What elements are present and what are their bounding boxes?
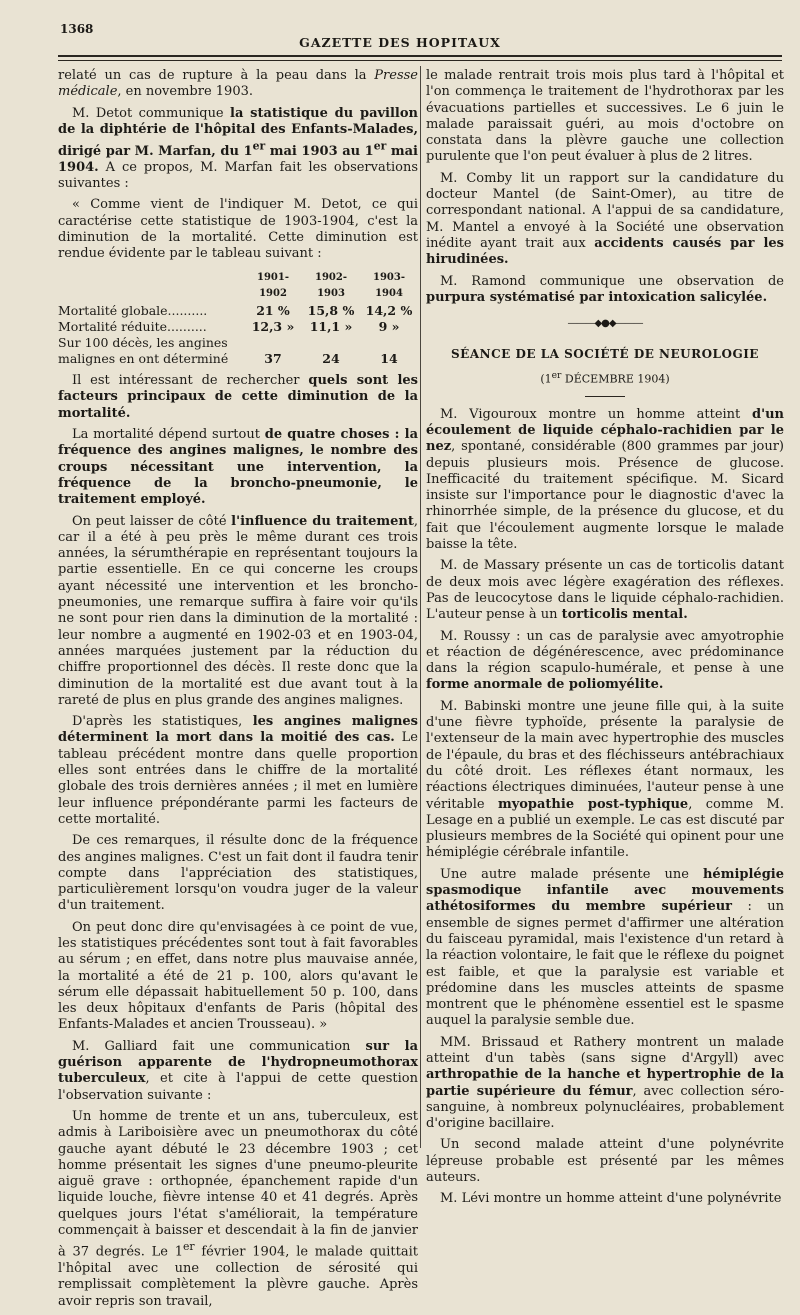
left-column — [58, 68, 418, 1315]
ornament-separator: ———◆●◆——— — [567, 318, 643, 330]
table-cell: 14 — [380, 351, 398, 367]
paragraph: Il est intéressant de rechercher quels sont les facteurs principaux de cette diminution de la mortalité. — [58, 373, 418, 421]
row-label: Mortalité réduite.......... — [58, 319, 207, 335]
paragraph: Un homme de trente et un ans, tuberculeux, est admis à Lariboisière avec un pneumothorax du côté gauche ayant débuté le 23 décembre 1903 ; cet homme présentait les signes d'une pneumo-pleurite aiguë grave : orthopnée, épanchement rapide d'un liquide louche, fièvre intense 40 et 41 degrés. Après quelques jours l'état s'améliorait, la température commençait à baisser et descendait à la fin de janvier à 37 degrés. Le 1er février 1904, le malade quittait l'hôpital avec une collection de sérosité qui remplissait complètement la plèvre gauche. Après avoir repris son travail, — [58, 1108, 419, 1309]
table-cell: 21 % — [256, 303, 290, 319]
paragraph: Une autre malade présente une hémiplégie spasmodique infantile avec mouvements athétosiformes du membre supérieur : un ensemble de signes permet d'affirmer une altération du faisceau pyramidal, mais l'existence d'un retard à la réaction volontaire, le fait que le réflexe du poignet est faible, et que la paralysie est variable et prédomine dans les muscles atteints de spasme montrent que le phénomène essentiel est le spasme auquel la paralysie semble due. — [426, 866, 784, 1029]
paragraph: M. Detot communique la statistique du pavillon de la diphtérie de l'hôpital des Enfants-Malades, dirigé par M. Marfan, du 1er mai 1903 au 1er mai 1904. A ce propos, M. Marfan fait les observations suivantes : — [58, 105, 418, 192]
table-row — [58, 319, 418, 335]
table-header: 1903-1904 — [373, 271, 405, 299]
paragraph: MM. Brissaud et Rathery montrent un malade atteint d'un tabès (sans signe d'Argyll) avec arthropathie de la hanche et hypertrophie de la partie supérieure du fémur, avec collection séro-sanguine, à nombreux polynucléaires, probablement d'origine bacillaire. — [426, 1034, 784, 1132]
section-date: (1er DÉCEMBRE 1904) — [540, 369, 670, 386]
table-cell — [360, 335, 418, 351]
header-rule-thin — [58, 60, 782, 61]
paragraph: M. Lévi montre un homme atteint d'une polynévrite — [440, 1191, 782, 1207]
paragraph: « Comme vient de l'indiquer M. Detot, ce qui caractérise cette statistique de 1903-1904, c'est la diminution de la mortalité. Cette diminution est rendue évidente par le tableau suivant : — [58, 197, 418, 262]
table-cell: 15,8 % — [307, 303, 355, 319]
table-row — [58, 335, 418, 351]
table-cell: 9 » — [378, 319, 400, 335]
short-rule — [585, 396, 625, 397]
table-cell: 14,2 % — [365, 303, 413, 319]
row-label: Sur 100 décès, les angines — [58, 335, 228, 351]
paragraph: M. Ramond communique une observation de purpura systématisé par intoxication salicylée. — [426, 273, 784, 305]
right-column — [426, 68, 784, 1213]
paragraph: On peut laisser de côté l'influence du traitement, car il a été à peu près le même durant ces trois années, la sérumthérapie en représentant toujours la partie essentielle. En ce qui concerne les croups ayant nécessité une intervention et les broncho-pneumonies, une remarque suffira à faire voir qu'ils ne sont pour rien dans la diminution de la mortalité : leur nombre a augmenté en 1902-03 et en 1903-04, années marquées justement par la réduction du chiffre proportionnel des décès. Il reste donc que la diminution de la mortalité est due avant tout à la rareté de plus en plus grande des angines malignes. — [58, 513, 418, 708]
table-header: 1902-1903 — [315, 271, 347, 299]
paragraph: M. Vigouroux montre un homme atteint d'un écoulement de liquide céphalo-rachidien par le nez, spontané, considérable (800 grammes par jour) depuis plusieurs mois. Présence de glucose. Inefficacité du traitement spécifique. M. Sicard insiste sur l'importance pour le diagnostic d'avec la rhinorrhée simple, de la présence du glucose, et du fait que l'écoulement augmente lorsque le malade baisse la tête. — [426, 406, 784, 553]
paragraph: M. Galliard fait une communication sur la guérison apparente de l'hydropneumothorax tuberculeux, et cite à l'appui de cette question l'observation suivante : — [58, 1038, 418, 1103]
paragraph: Un second malade atteint d'une polynévrite lépreuse probable est présenté par les mêmes auteurs. — [426, 1137, 784, 1186]
paragraph: le malade rentrait trois mois plus tard à l'hôpital et l'on commença le traitement de l'hydrothorax par les évacuations partielles et successives. Le 6 juin le malade paraissait guéri, au mois d'octobre on constata dans la plèvre gauche une collection purulente que l'on peut évaluer à plus de 2 litres. — [426, 68, 784, 165]
header-rule — [58, 55, 782, 57]
table-row — [58, 351, 418, 367]
row-label: Mortalité globale.......... — [58, 303, 208, 319]
paragraph: M. de Massary présente un cas de torticolis datant de deux mois avec légère exagération des réflexes. Pas de leucocytose dans le liquide céphalo-rachidien. L'auteur pense à un torticolis mental. — [426, 558, 784, 623]
section-title: SÉANCE DE LA SOCIÉTÉ DE NEUROLOGIE — [451, 347, 759, 362]
paragraph: relaté un cas de rupture à la peau dans la Presse médicale, en novembre 1903. — [58, 68, 418, 100]
paragraph: On peut donc dire qu'envisagées à ce point de vue, les statistiques précédentes sont tout à fait favorables au sérum ; en effet, dans notre plus mauvaise année, la mortalité a été de 21 p. 100, alors qu'avant le sérum elle dépassait habituellement 50 p. 100, dans les deux hôpitaux d'enfants de Paris (hôpital des Enfants-Malades et ancien Trousseau). » — [58, 919, 418, 1033]
paragraph: D'après les statistiques, les angines malignes déterminent la mort dans la moitié des cas. Le tableau précédent montre dans quelle proportion elles sont entrées dans le chiffre de la mortalité globale des trois dernières années ; il met en lumière leur influence prépondérante parmi les facteurs de cette mortalité. — [58, 714, 418, 827]
journal-title: GAZETTE DES HOPITAUX — [299, 35, 501, 50]
page-number: 1368 — [60, 22, 94, 36]
table-cell — [302, 335, 360, 351]
table-cell: 24 — [322, 351, 340, 367]
paragraph: M. Roussy : un cas de paralysie avec amyotrophie et réaction de dégénérescence, avec prédominance dans la région scapulo-humérale, et pense à une forme anormale de poliomyélite. — [426, 628, 784, 693]
table-header: 1901-1902 — [257, 271, 289, 299]
table-cell: 37 — [264, 351, 282, 367]
column-divider — [420, 66, 421, 1148]
table-row — [58, 303, 418, 319]
table-cell — [244, 335, 302, 351]
row-label: malignes en ont déterminé — [58, 351, 229, 367]
paragraph: De ces remarques, il résulte donc de la fréquence des angines malignes. C'est un fait dont il faudra tenir compte dans l'appréciation des statistiques, particulièrement lorsqu'on voudra juger de la valeur d'un traitement. — [58, 833, 418, 914]
mortality-table — [58, 269, 418, 368]
paragraph: M. Comby lit un rapport sur la candidature du docteur Mantel (de Saint-Omer), au titre de correspondant national. A l'appui de sa candidature, M. Mantel a envoyé à la Société une observation inédite ayant trait aux accidents causés par les hirudinées. — [426, 170, 784, 268]
table-cell: 12,3 » — [251, 319, 295, 335]
paragraph: M. Babinski montre une jeune fille qui, à la suite d'une fièvre typhoïde, présente la paralysie de l'extenseur de la main avec hypertrophie des muscles de l'épaule, du bras et des fléchisseurs antébrachiaux du côté droit. Les réflexes étant normaux, les réactions électriques diminuées, l'auteur pense à une véritable myopathie post-typhique, comme M. Lesage en a publié un exemple. Le cas est discuté par plusieurs membres de la Société qui opinent pour une hémiplégie cérébrale infantile. — [426, 698, 784, 861]
table-cell: 11,1 » — [309, 319, 353, 335]
paragraph: La mortalité dépend surtout de quatre choses : la fréquence des angines malignes, le nombre des croups nécessitant une intervention, la fréquence de la broncho-pneumonie, le traitement employé. — [58, 427, 418, 508]
